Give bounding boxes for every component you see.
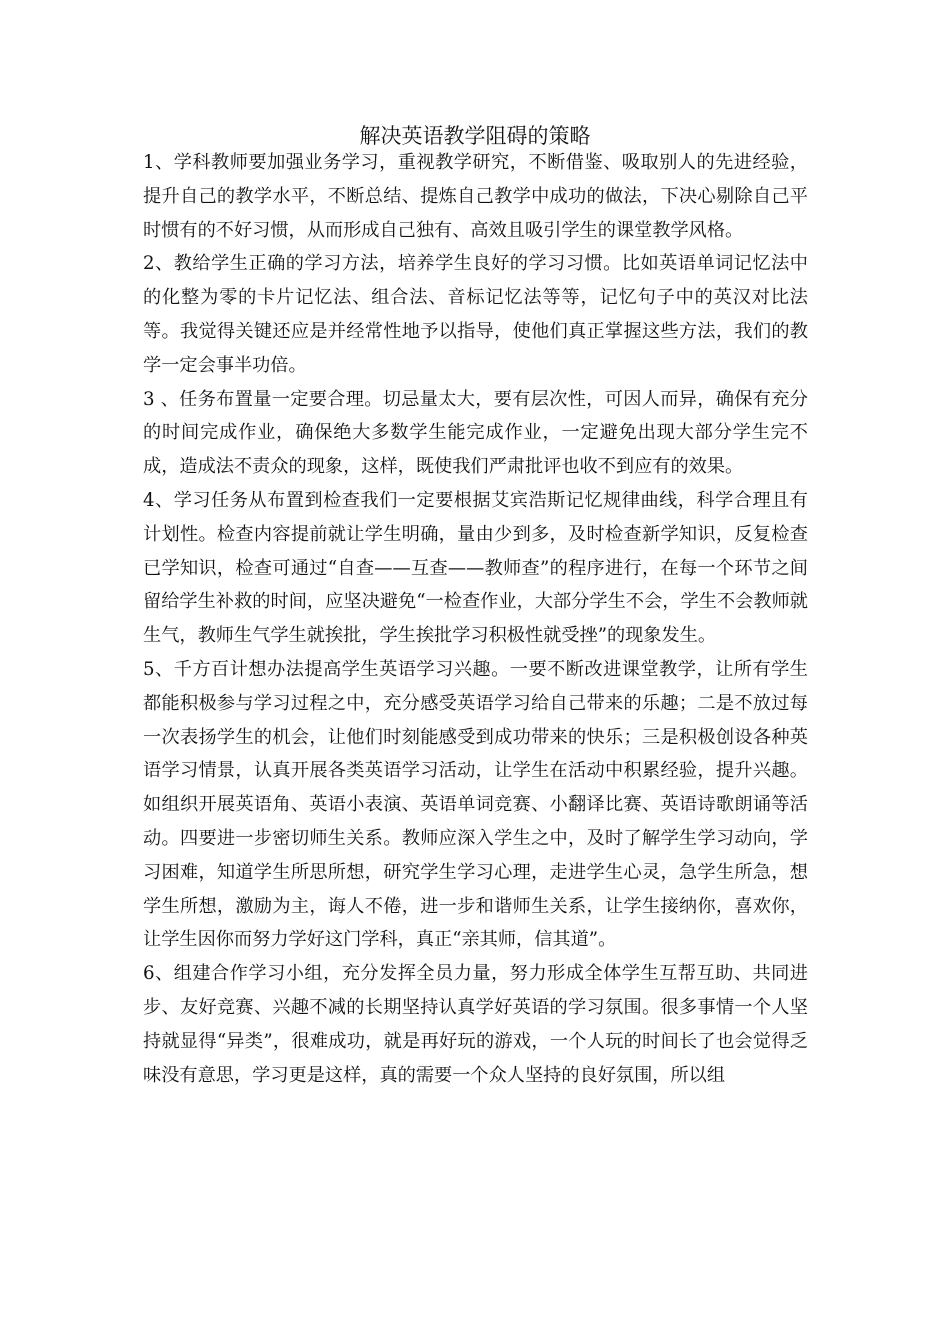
paragraph-2: 2、教给学生正确的学习方法，培养学生良好的学习习惯。比如英语单词记忆法中的化整为零的卡片记忆法、组合法、音标记忆法等等，记忆句子中的英汉对比法等。我觉得关键还应是并经常性地予以指导，使他们真正掌握这些方法，我们的教学一定会事半功倍。 xyxy=(143,253,808,376)
paragraph-6: 6、组建合作学习小组，充分发挥全员力量，努力形成全体学生互帮互助、共同进步、友好竞赛、兴趣不减的长期坚持认真学好英语的学习氛围。很多事情一个人坚持就显得“异类”，很难成功，就是再好玩的游戏，一个人玩的时间长了也会觉得乏味没有意思，学习更是这样，真的需要一个众人坚持的良好氛围，所以组 xyxy=(143,963,808,1086)
paragraph-1: 1、学科教师要加强业务学习，重视教学研究，不断借鉴、吸取别人的先进经验，提升自己的教学水平，不断总结、提炼自己教学中成功的做法，下决心剔除自己平时惯有的不好习惯，从而形成自己独有、高效且吸引学生的课堂教学风格。 xyxy=(143,152,808,241)
paragraph-4: 4、学习任务从布置到检查我们一定要根据艾宾浩斯记忆规律曲线，科学合理且有计划性。检查内容提前就让学生明确，量由少到多，及时检查新学知识，反复检查已学知识，检查可通过“自查——互查——教师查”的程序进行，在每一个环节之间留给学生补救的时间，应坚决避免“一检查作业，大部分学生不会，学生不会教师就生气，教师生气学生就挨批，学生挨批学习积极性就受挫”的现象发生。 xyxy=(143,489,808,647)
paragraph-3: 3 、任务布置量一定要合理。切忌量太大，要有层次性，可因人而异，确保有充分的时间完成作业，确保绝大多数学生能完成作业，一定避免出现大部分学生完不成，造成法不责众的现象，这样，既使我们严肃批评也收不到应有的效果。 xyxy=(143,388,808,478)
document-body xyxy=(143,146,808,1092)
paragraph-5: 5、千方百计想办法提高学生英语学习兴趣。一要不断改进课堂教学，让所有学生都能积极参与学习过程之中，充分感受英语学习给自己带来的乐趣；二是不放过每一次表扬学生的机会，让他们时刻能感受到成功带来的快乐；三是积极创设各种英语学习情景，认真开展各类英语学习活动，让学生在活动中积累经验，提升兴趣。如组织开展英语角、英语小表演、英语单词竞赛、小翻译比赛、英语诗歌朗诵等活动。四要进一步密切师生关系。教师应深入学生之中，及时了解学生学习动向，学习困难，知道学生所思所想，研究学生学习心理，走进学生心灵，急学生所急，想学生所想，激励为主，诲人不倦，进一步和谐师生关系，让学生接纳你，喜欢你，让学生因你而努力学好这门学科，真正“亲其师，信其道”。 xyxy=(143,658,808,951)
document-title: 解决英语教学阻碍的策略 xyxy=(359,124,591,148)
